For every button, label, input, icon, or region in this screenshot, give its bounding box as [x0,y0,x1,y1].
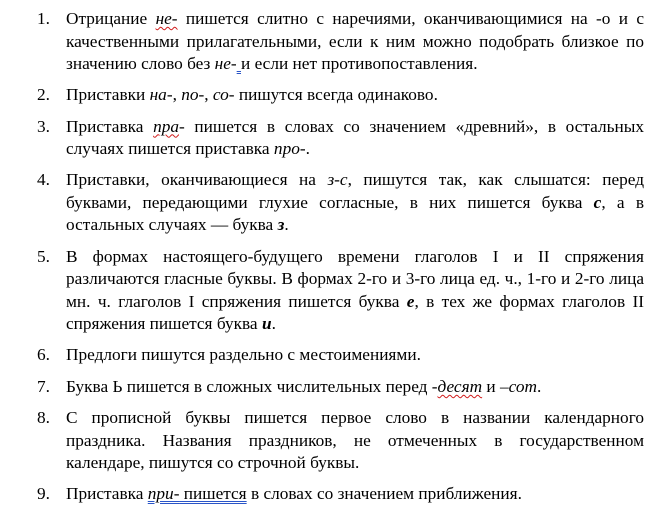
text-run: Предлоги пишутся раздельно с местоимениями. [66,345,421,365]
text-run: в словах со значением приближения. [246,484,522,504]
text-run: пишется слитно с наречиями, оканчивающимися на -о и с качественными прилагательными, если к ним можно подобрать близкое по значению слово без [66,9,644,73]
text-run: и если нет противопоставления. [241,54,478,73]
text-run: . [271,314,276,334]
list-item-number: 2. [37,85,50,105]
list-item [0,483,663,506]
list-item-text [66,345,421,364]
text-run: , в тех же формах глаголов II спряжения пишется буква [66,291,644,334]
list-item-number: 1. [37,9,50,28]
list-item-number: 5. [37,246,50,266]
list-item-text [66,247,644,334]
text-run: С прописной буквы пишется первое слово в названии календарного праздника. Названия праздников, не отмеченных в государственном календаре, пишутся со строчной буквы. [66,408,644,473]
italic-term: по- [181,85,205,105]
list-item-number: 9. [37,484,50,504]
list-item-number: 3. [37,116,50,136]
text-run: Приставка [66,484,148,504]
text-run: Отрицание [66,9,156,28]
text-run: , а в остальных случаях — буква [66,192,644,235]
list-item-number: 6. [37,345,50,365]
list-item [0,376,663,399]
italic-term: не- [155,9,178,28]
text-run: . [537,376,542,396]
text-run: и – [482,376,509,396]
list-item-text [66,408,644,472]
text-run: , пишутся так, как слышатся: перед буквами, передающими глухие согласные, в них пишется буква [66,170,644,212]
italic-term: про- [273,139,306,159]
list-item-text [66,170,644,234]
text-run: Приставка [66,116,154,136]
text-run: пишутся всегда одинаково. [234,85,438,105]
text-run: В формах настоящего-будущего времени глаголов I и II спряжения различаются гласные буквы. В формах 2-го и 3-го лица ед. ч., 1-го и 2-го лица мн. ч. глаголов I спряжения пишется буква [66,246,644,311]
text-run: Буква Ь пишется в сложных числительных перед - [66,376,438,396]
italic-term: з-с [327,170,348,190]
list-item-text [66,9,644,73]
emphasized-letter: е [406,291,415,311]
italic-term: не- [214,54,237,73]
emphasized-letter: з [277,215,285,235]
list-item-text [66,377,541,396]
list-item [0,407,663,475]
text-run: - пишется в словах со значением «древний», в остальных случаях пишется приставка [66,116,644,159]
italic-term: сот [508,376,538,396]
list-item [0,169,663,237]
list-item [0,84,663,107]
list-item [0,116,663,161]
list-item-text [66,117,644,159]
text-run: пишется [179,484,247,504]
bold-italic-span [262,314,272,333]
list-item [0,8,663,76]
text-run: . [284,215,289,235]
italic-term: при- [147,484,180,504]
emphasized-letter: и [261,314,272,334]
list-item-number: 8. [37,408,50,428]
list-item-number: 7. [37,376,50,396]
list-item-number: 4. [37,170,50,190]
emphasized-letter: с [593,192,602,212]
list-item [0,344,663,367]
italic-term: со- [212,85,235,105]
list-item-text [66,484,522,503]
text-run: , [172,85,182,105]
list-item [0,246,663,336]
text-run: , [204,85,213,105]
numbered-list [0,8,663,515]
italic-term: десят [437,376,483,396]
text-run: . [305,139,310,159]
text-run: Приставки [66,85,150,105]
italic-term: пра [153,116,179,136]
list-item-text [66,85,438,104]
text-run: Приставки, оканчивающиеся на [66,170,328,190]
italic-term: на- [149,85,173,105]
